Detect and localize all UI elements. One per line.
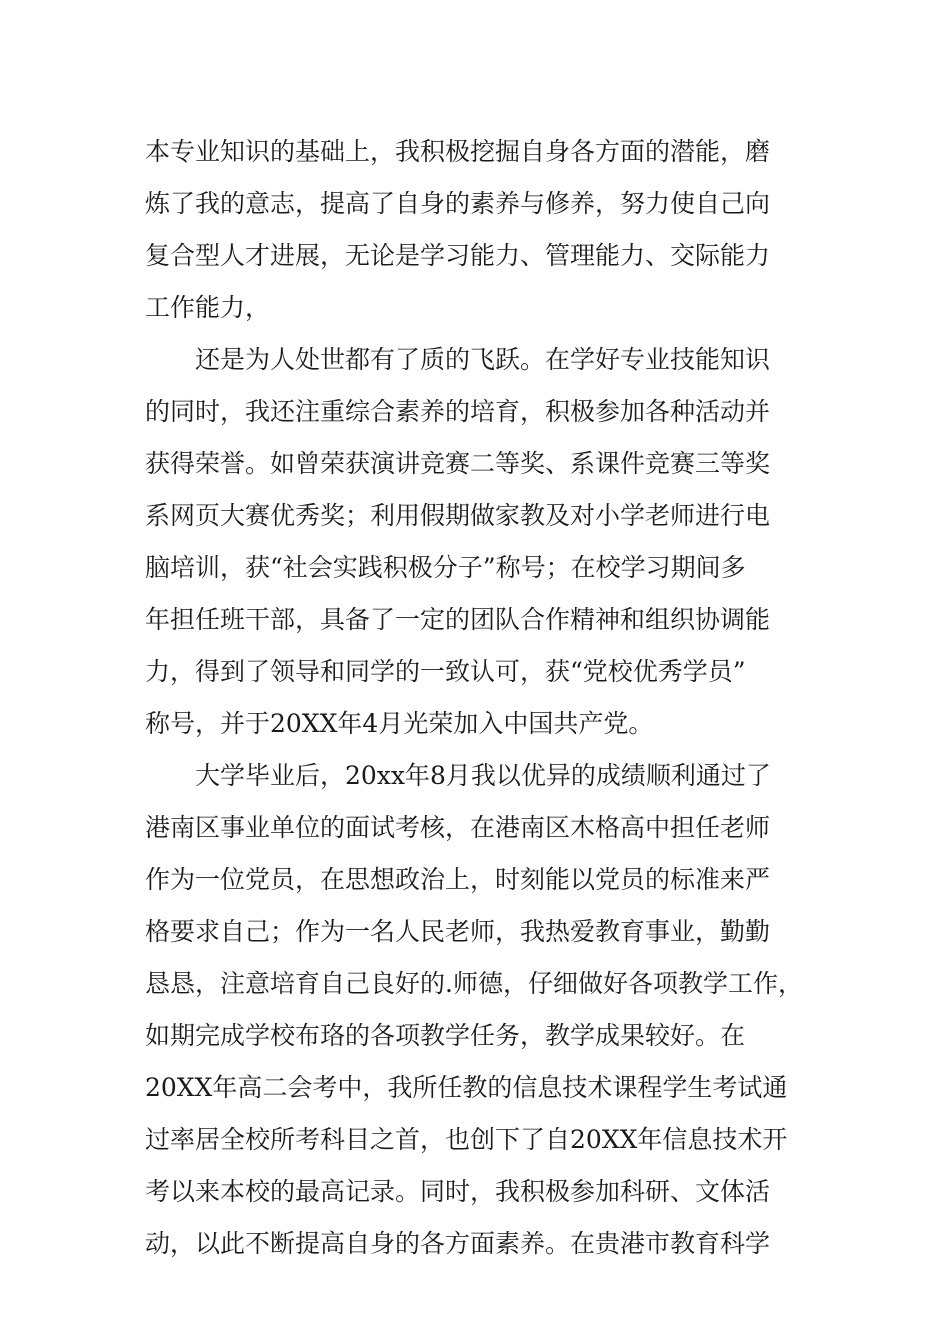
text-line: 动，以此不断提高自身的各方面素养。在贵港市教育科学 bbox=[145, 1229, 771, 1258]
text-line: 考以来本校的最高记录。同时，我积极参加科研、文体活 bbox=[145, 1177, 771, 1206]
text-line: 脑培训，获“社会实践积极分子”称号；在校学习期间多 bbox=[145, 553, 746, 582]
text-line: 大学毕业后，20xx年8月我以优异的成绩顺利通过了 bbox=[195, 761, 771, 790]
text-line: 格要求自己；作为一名人民老师，我热爱教育事业，勤勤 bbox=[145, 917, 771, 946]
text-line: 本专业知识的基础上，我积极挖掘自身各方面的潜能，磨 bbox=[145, 137, 771, 166]
text-line: 工作能力， bbox=[145, 293, 271, 322]
document-body bbox=[145, 126, 825, 1270]
text-line: 还是为人处世都有了质的飞跃。在学好专业技能知识 bbox=[195, 345, 771, 374]
text-line: 复合型人才进展，无论是学习能力、管理能力、交际能力 bbox=[145, 241, 771, 270]
text-line: 炼了我的意志，提高了自身的素养与修养，努力使自己向 bbox=[145, 189, 771, 218]
text-line: 称号，并于20XX年4月光荣加入中国共产党。 bbox=[145, 709, 654, 738]
text-line: 20XX年高二会考中，我所任教的信息技术课程学生考试通 bbox=[145, 1073, 788, 1102]
text-line: 系网页大赛优秀奖；利用假期做家教及对小学老师进行电 bbox=[145, 501, 771, 530]
text-line: 年担任班干部，具备了一定的团队合作精神和组织协调能 bbox=[145, 605, 771, 634]
text-line: 获得荣誉。如曾荣获演讲竞赛二等奖、系课件竞赛三等奖 bbox=[145, 449, 771, 478]
text-line: 的同时，我还注重综合素养的培育，积极参加各种活动并 bbox=[145, 397, 771, 426]
text-line: 如期完成学校布珞的各项教学任务，教学成果较好。在 bbox=[145, 1021, 746, 1050]
text-line: 力，得到了领导和同学的一致认可，获“党校优秀学员” bbox=[145, 657, 746, 686]
text-line: 过率居全校所考科目之首，也创下了自20XX年信息技术开 bbox=[145, 1125, 788, 1154]
text-line: 港南区事业单位的面试考核，在港南区木格高中担任老师 bbox=[145, 813, 771, 842]
text-line: 作为一位党员，在思想政治上，时刻能以党员的标准来严 bbox=[145, 865, 771, 894]
text-line: 恳恳，注意培育自己良好的.师德，仔细做好各项教学工作， bbox=[145, 969, 803, 998]
